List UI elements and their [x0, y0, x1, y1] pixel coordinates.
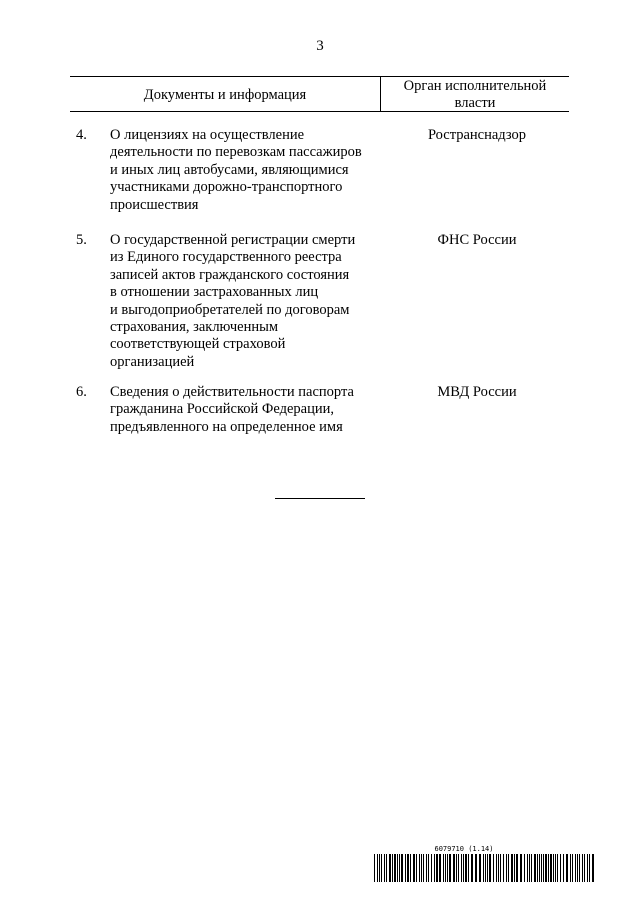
- barcode-bar: [500, 854, 501, 882]
- barcode-bar: [413, 854, 415, 882]
- barcode-bar: [506, 854, 507, 882]
- barcode-bar: [489, 854, 491, 882]
- barcode-bar: [445, 854, 446, 882]
- barcode-bar: [572, 854, 573, 882]
- barcode-bar: [579, 854, 580, 882]
- row-line: и иных лиц автобусами, являющимися: [110, 161, 349, 178]
- barcode-bar: [577, 854, 578, 882]
- barcode-bar: [543, 854, 544, 882]
- barcode-bar: [560, 854, 561, 882]
- barcode-bar: [570, 854, 571, 882]
- row-line: предъявленного на определенное имя: [110, 418, 343, 435]
- barcode-bar: [587, 854, 588, 882]
- barcode-bar: [575, 854, 576, 882]
- barcode-bar: [421, 854, 422, 882]
- barcode-bar: [508, 854, 509, 882]
- barcode-bar: [394, 854, 396, 882]
- barcode-bar: [527, 854, 528, 882]
- barcode-bar: [392, 854, 393, 882]
- table-header: [70, 76, 569, 112]
- barcode-bar: [539, 854, 540, 882]
- row-line: и выгодоприобретателей по договорам: [110, 301, 350, 318]
- table-row: [70, 384, 569, 436]
- barcode-bar: [405, 854, 406, 882]
- barcode-bar: [498, 854, 499, 882]
- header-authority-line: Орган исполнительной: [403, 78, 547, 94]
- barcode-bar: [524, 854, 525, 882]
- row-line: соответствующей страховой: [110, 336, 286, 353]
- barcode-bar: [397, 854, 398, 882]
- barcode-bar: [436, 854, 438, 882]
- barcode-bar: [550, 854, 552, 882]
- row-line: из Единого государственного реестра: [110, 249, 342, 266]
- barcode-bar: [553, 854, 554, 882]
- barcode-bar: [401, 854, 403, 882]
- documents-table: [70, 76, 569, 435]
- barcode-bar: [468, 854, 469, 882]
- barcode-bar: [520, 854, 522, 882]
- barcode-bar: [443, 854, 444, 882]
- barcode-bar: [529, 854, 530, 882]
- barcode-bar: [534, 854, 536, 882]
- row-authority: Ространснадзор: [427, 127, 527, 143]
- barcode-bar: [423, 854, 424, 882]
- barcode-bar: [471, 854, 473, 882]
- table-row: [70, 232, 569, 371]
- row-line: в отношении застрахованных лиц: [110, 284, 319, 301]
- barcode-bar: [475, 854, 477, 882]
- row-authority: МВД России: [437, 384, 517, 400]
- barcode-bar: [516, 854, 518, 882]
- barcode-bar: [461, 854, 462, 882]
- row-authority: ФНС России: [437, 232, 517, 248]
- header-authority: [380, 77, 569, 111]
- barcode-code: 6079710 (1.14): [434, 845, 494, 853]
- row-description: [110, 232, 385, 371]
- row-description: [110, 384, 385, 436]
- barcode-bar: [531, 854, 532, 882]
- barcode-bar: [447, 854, 448, 882]
- row-line: гражданина Российской Федерации,: [110, 401, 334, 418]
- row-number: 4.: [76, 127, 87, 143]
- barcode-bar: [434, 854, 435, 882]
- row-line: происшествия: [110, 196, 199, 213]
- barcode-bar: [496, 854, 497, 882]
- barcode-block: [374, 845, 594, 882]
- row-line: О государственной регистрации смерти: [110, 232, 356, 248]
- barcode-bar: [584, 854, 585, 882]
- barcode-bar: [407, 854, 409, 882]
- barcode-bar: [384, 854, 385, 882]
- barcode-bar: [379, 854, 380, 882]
- row-line: Сведения о действительности паспорта: [110, 384, 354, 400]
- barcode-bar: [465, 854, 467, 882]
- barcode-bar: [399, 854, 400, 882]
- row-line: участниками дорожно-транспортного: [110, 179, 343, 196]
- barcode-bar: [493, 854, 494, 882]
- barcode-icon: [374, 854, 594, 882]
- row-line: записей актов гражданского состояния: [110, 266, 350, 283]
- barcode-bar: [548, 854, 549, 882]
- barcode-bar: [439, 854, 441, 882]
- barcode-bar: [389, 854, 391, 882]
- barcode-bar: [386, 854, 387, 882]
- header-documents: Документы и информация: [143, 87, 307, 103]
- barcode-bar: [428, 854, 429, 882]
- barcode-bar: [545, 854, 547, 882]
- barcode-bar: [566, 854, 568, 882]
- barcode-bar: [431, 854, 432, 882]
- barcode-bar: [410, 854, 411, 882]
- barcode-bar: [563, 854, 564, 882]
- table-row: [70, 127, 569, 214]
- page-number: 3: [316, 38, 324, 54]
- row-line: деятельности по перевозкам пассажиров: [110, 144, 362, 161]
- barcode-bar: [377, 854, 378, 882]
- barcode-bar: [374, 854, 375, 882]
- barcode-bar: [514, 854, 515, 882]
- barcode-bar: [582, 854, 583, 882]
- row-description: [110, 127, 385, 214]
- barcode-bar: [541, 854, 542, 882]
- barcode-bar: [592, 854, 594, 882]
- barcode-bar: [511, 854, 513, 882]
- row-line: организацией: [110, 353, 195, 370]
- end-divider: [275, 498, 365, 499]
- row-number: 6.: [76, 384, 87, 400]
- barcode-bar: [589, 854, 590, 882]
- row-line: О лицензиях на осуществление: [110, 127, 305, 143]
- row-line: страхования, заключенным: [110, 319, 279, 336]
- barcode-bar: [416, 854, 417, 882]
- barcode-bar: [485, 854, 486, 882]
- barcode-bar: [483, 854, 484, 882]
- barcode-bar: [381, 854, 382, 882]
- barcode-bar: [453, 854, 455, 882]
- barcode-bar: [456, 854, 457, 882]
- row-number: 5.: [76, 232, 87, 248]
- barcode-bar: [426, 854, 427, 882]
- barcode-bar: [557, 854, 558, 882]
- barcode-bar: [479, 854, 481, 882]
- barcode-bar: [458, 854, 459, 882]
- barcode-bar: [449, 854, 451, 882]
- barcode-bar: [503, 854, 504, 882]
- header-authority-line: власти: [454, 95, 496, 111]
- barcode-bar: [419, 854, 420, 882]
- barcode-bar: [487, 854, 488, 882]
- barcode-bar: [463, 854, 464, 882]
- barcode-bar: [555, 854, 556, 882]
- barcode-bar: [537, 854, 538, 882]
